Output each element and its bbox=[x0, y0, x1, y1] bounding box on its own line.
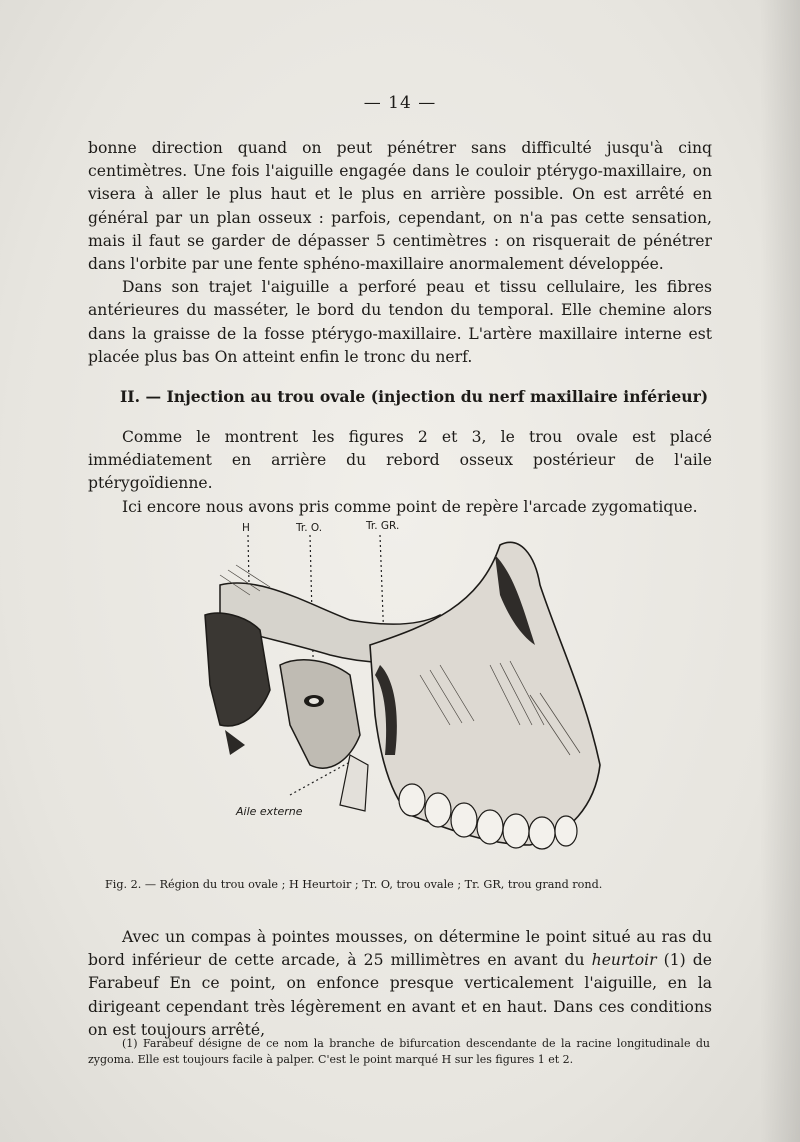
pterygoid-region bbox=[280, 660, 360, 768]
middle-text-block bbox=[88, 426, 712, 519]
paragraph-4: Ici encore nous avons pris comme point de repère l'arcade zygomatique. bbox=[122, 497, 698, 516]
skull-illustration bbox=[190, 515, 620, 855]
page-number: — 14 — bbox=[363, 93, 437, 113]
page-edge-shadow bbox=[760, 0, 800, 1142]
aile-externe-process bbox=[340, 755, 368, 811]
footnote-text: (1) Farabeuf désigne de ce nom la branche de bifurcation descendante de la racine longitudinale du zygoma. Elle est toujours facile à palper. C'est le point marqué H sur les figures 1 et 2. bbox=[88, 1037, 710, 1066]
paragraph-1: bonne direction quand on peut pénétrer sans difficulté jusqu'à cinq centimètres. Une fois l'aiguille engagée dans le couloir ptérygo-maxillaire, on visera à aller le plus haut et le plus en arrière possible. On est arrêté en général par un plan osseux : parfois, cependant, on n'a pas cette sensation, mais il faut se garder de dépasser 5 centimètres : on risquerait de pénétrer dans l'orbite par une fente sphéno-maxillaire anormalement développée. bbox=[88, 139, 712, 274]
label-h: H bbox=[242, 522, 250, 534]
posterior-region bbox=[205, 613, 270, 726]
heurtoir-emphasis: heurtoir bbox=[591, 951, 657, 970]
section-heading: II. — Injection au trou ovale (injection du nerf maxillaire inférieur) bbox=[120, 387, 709, 406]
figure-caption: Fig. 2. — Région du trou ovale ; H Heurtoir ; Tr. O, trou ovale ; Tr. GR, trou grand rond. bbox=[105, 878, 603, 891]
paragraph-3: Comme le montrent les figures 2 et 3, le trou ovale est placé immédiatement en arrière du rebord osseux postérieur de l'aile ptérygoïdienne. bbox=[88, 428, 712, 493]
label-aile-externe: Aile externe bbox=[236, 805, 303, 818]
paragraph-5 bbox=[88, 926, 712, 1042]
paragraph-5-start: Avec un compas à pointes mousses, on détermine le point situé au ras du bord inférieur de cette arcade, à 25 millimètres en avant du bbox=[88, 928, 712, 970]
label-tr-gr: Tr. GR. bbox=[366, 520, 400, 532]
skull-figure bbox=[190, 515, 620, 855]
top-text-block bbox=[88, 137, 712, 369]
trou-ovale-inner bbox=[309, 698, 319, 704]
styloid-fragment bbox=[225, 730, 245, 755]
paragraph-2: Dans son trajet l'aiguille a perforé peau et tissu cellulaire, les fibres antérieures du masséter, le bord du tendon du temporal. Elle chemine alors dans la graisse de la fosse ptérygo-maxillaire. L'artère maxillaire interne est placée plus bas On atteint enfin le tronc du nerf. bbox=[88, 278, 712, 366]
paragraph-5-end: (1) de Farabeuf En ce point, on enfonce presque verticalement l'aiguille, en la dirigeant cependant très légèrement en avant et en haut. Dans ces conditions on est toujours arrêté, bbox=[88, 951, 712, 1039]
footnote bbox=[88, 1036, 710, 1068]
label-tr-o: Tr. O. bbox=[296, 522, 323, 534]
bottom-text-block bbox=[88, 926, 712, 1042]
